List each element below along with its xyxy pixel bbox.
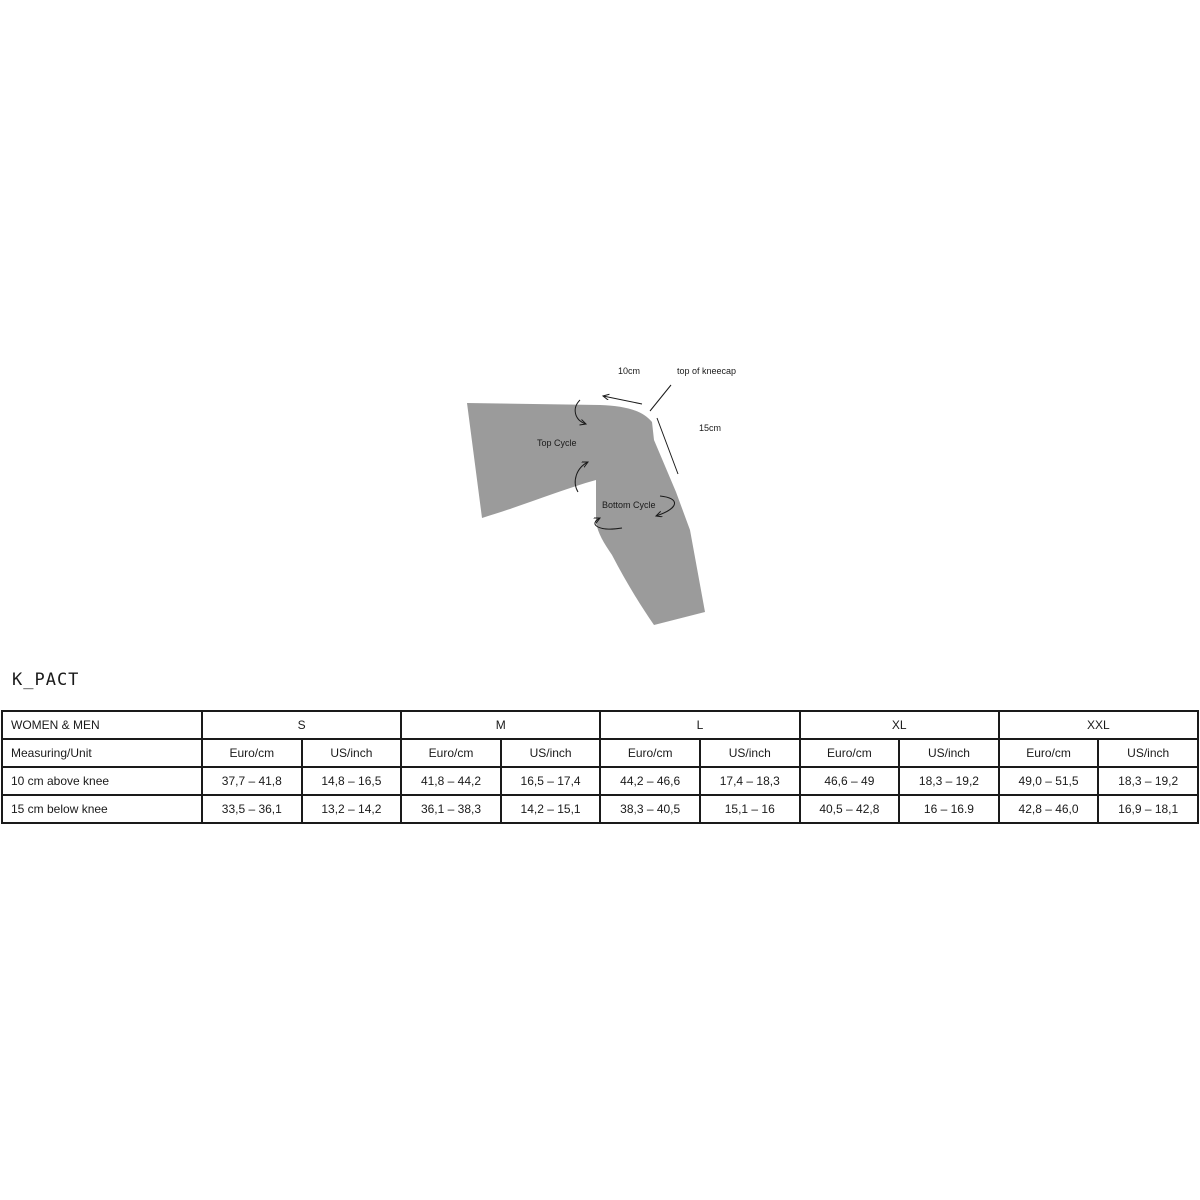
label-top-cycle: Top Cycle [537, 438, 577, 448]
unit-cell: US/inch [501, 739, 601, 767]
label-bottom-cycle: Bottom Cycle [602, 500, 656, 510]
row-label-below-knee: 15 cm below knee [2, 795, 202, 823]
unit-row [2, 739, 1198, 767]
size-xxl: XXL [999, 711, 1198, 739]
unit-cell: Euro/cm [401, 739, 501, 767]
value-cell: 46,6 – 49 [800, 767, 900, 795]
value-cell: 33,5 – 36,1 [202, 795, 302, 823]
value-cell: 16,9 – 18,1 [1098, 795, 1198, 823]
value-cell: 41,8 – 44,2 [401, 767, 501, 795]
unit-cell: Euro/cm [600, 739, 700, 767]
size-chart-table [1, 710, 1199, 824]
row-label-above-knee: 10 cm above knee [2, 767, 202, 795]
value-cell: 14,2 – 15,1 [501, 795, 601, 823]
table-row [2, 795, 1198, 823]
size-s: S [202, 711, 401, 739]
unit-cell: US/inch [899, 739, 999, 767]
value-cell: 40,5 – 42,8 [800, 795, 900, 823]
kneecap-pointer-line [650, 385, 671, 411]
product-title: K_PACT [12, 670, 80, 690]
value-cell: 18,3 – 19,2 [899, 767, 999, 795]
arrow-10cm [603, 396, 642, 404]
value-cell: 13,2 – 14,2 [302, 795, 402, 823]
unit-cell: US/inch [1098, 739, 1198, 767]
value-cell: 15,1 – 16 [700, 795, 800, 823]
size-header-row [2, 711, 1198, 739]
value-cell: 36,1 – 38,3 [401, 795, 501, 823]
label-top-of-kneecap: top of kneecap [677, 366, 737, 376]
value-cell: 49,0 – 51,5 [999, 767, 1099, 795]
unit-row-label: Measuring/Unit [2, 739, 202, 767]
value-cell: 16,5 – 17,4 [501, 767, 601, 795]
table-row [2, 767, 1198, 795]
label-10cm: 10cm [618, 366, 641, 376]
value-cell: 18,3 – 19,2 [1098, 767, 1198, 795]
label-15cm: 15cm [699, 423, 722, 433]
header-label: WOMEN & MEN [2, 711, 202, 739]
size-m: M [401, 711, 600, 739]
unit-cell: US/inch [302, 739, 402, 767]
value-cell: 42,8 – 46,0 [999, 795, 1099, 823]
size-xl: XL [800, 711, 999, 739]
unit-cell: Euro/cm [800, 739, 900, 767]
leg-silhouette [467, 403, 705, 625]
unit-cell: US/inch [700, 739, 800, 767]
unit-cell: Euro/cm [999, 739, 1099, 767]
value-cell: 37,7 – 41,8 [202, 767, 302, 795]
value-cell: 38,3 – 40,5 [600, 795, 700, 823]
value-cell: 44,2 – 46,6 [600, 767, 700, 795]
value-cell: 16 – 16.9 [899, 795, 999, 823]
unit-cell: Euro/cm [202, 739, 302, 767]
value-cell: 14,8 – 16,5 [302, 767, 402, 795]
value-cell: 17,4 – 18,3 [700, 767, 800, 795]
size-l: L [600, 711, 799, 739]
